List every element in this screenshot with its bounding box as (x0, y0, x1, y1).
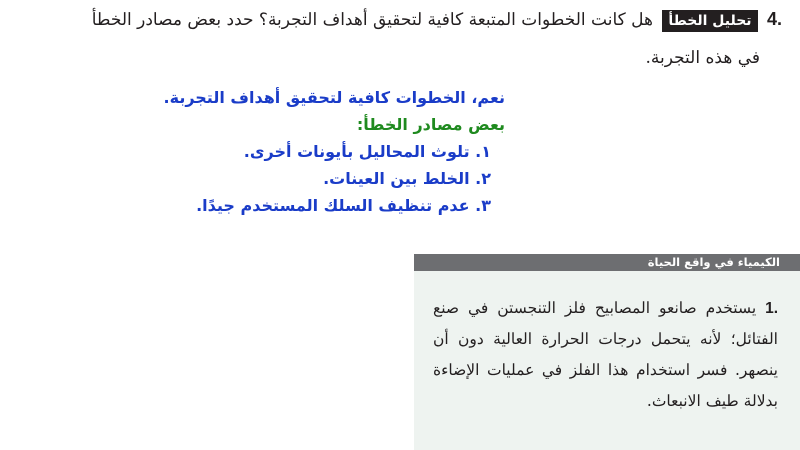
error-source-item: ١. تلوث المحاليل بأيونات أخرى. (243, 142, 491, 161)
error-sources-heading: بعض مصادر الخطأ: (356, 115, 505, 134)
chemistry-in-life-box (414, 271, 800, 450)
life-item-number: .1 (765, 300, 779, 317)
question-number: .4 (766, 9, 782, 29)
life-item-text: يستخدم صانعو المصابيح فلز التنجستن في صنع الفتائل؛ لأنه يتحمل درجات الحرارة العالية دون أن ينصهر. فسر استخدام هذا الفلز في عمليات الإضاءة بدلالة طيف الانبعاث. (433, 299, 778, 410)
life-item (433, 293, 778, 417)
question-4 (7, 4, 782, 35)
answer-line: نعم، الخطوات كافية لتحقيق أهداف التجربة. (163, 88, 505, 107)
question-text-line2: في هذه التجربة. (645, 48, 760, 68)
error-analysis-badge: تحليل الخطأ (662, 10, 757, 32)
error-source-item: ٣. عدم تنظيف السلك المستخدم جيدًا. (196, 196, 491, 215)
question-text-line1: هل كانت الخطوات المتبعة كافية لتحقيق أهداف التجربة؟ حدد بعض مصادر الخطأ (91, 10, 653, 30)
chemistry-in-life-header: الكيمياء في واقع الحياة (414, 254, 800, 271)
answer-block (85, 84, 505, 219)
error-source-item: ٢. الخلط بين العينات. (323, 169, 491, 188)
